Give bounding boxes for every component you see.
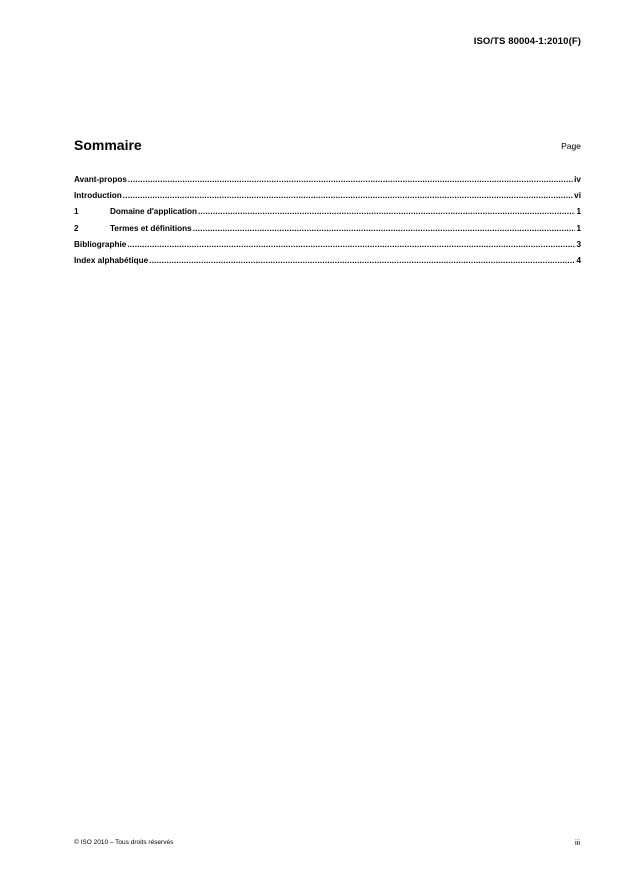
toc-page-label: Page [561, 141, 581, 151]
toc-entry-bibliographie[interactable] [74, 240, 581, 256]
toc-entry-label: Domaine d'application [110, 207, 198, 217]
toc-leader-dots [123, 191, 573, 200]
toc-leader-dots [127, 240, 575, 249]
toc-entry-avant-propos[interactable] [74, 175, 581, 191]
toc-entry-page: 1 [576, 207, 581, 217]
toc-leader-dots [149, 256, 575, 265]
toc-entry-label: Bibliographie [74, 239, 127, 249]
toc-entry-page: 4 [576, 255, 581, 265]
toc-entry-index-alphabetique[interactable] [74, 256, 581, 272]
toc-entry-page: iv [574, 175, 581, 184]
toc-entry-label: Index alphabétique [74, 255, 149, 265]
footer-copyright: © ISO 2010 – Tous droits réservés [74, 839, 174, 846]
toc-entry-label: Avant-propos [74, 175, 127, 184]
toc-entry-label: Introduction [74, 191, 122, 201]
toc-entry-label: Termes et définitions [110, 223, 192, 233]
toc-list [74, 175, 581, 272]
toc-entry-number: 2 [74, 223, 79, 233]
toc-leader-dots [128, 175, 573, 184]
toc-leader-dots [198, 207, 575, 216]
toc-entry-page: 1 [576, 223, 581, 233]
toc-leader-dots [193, 224, 576, 233]
toc-entry-domaine-application[interactable] [74, 207, 581, 223]
toc-entry-number: 1 [74, 207, 79, 217]
document-reference: ISO/TS 80004-1:2010(F) [473, 36, 581, 47]
toc-heading-row [74, 137, 581, 157]
footer-page-number: iii [575, 838, 580, 847]
toc-entry-page: vi [574, 191, 581, 201]
toc-entry-page: 3 [576, 239, 581, 249]
toc-entry-termes-definitions[interactable] [74, 224, 581, 240]
toc-title: Sommaire [74, 137, 142, 153]
toc-entry-introduction[interactable] [74, 191, 581, 207]
